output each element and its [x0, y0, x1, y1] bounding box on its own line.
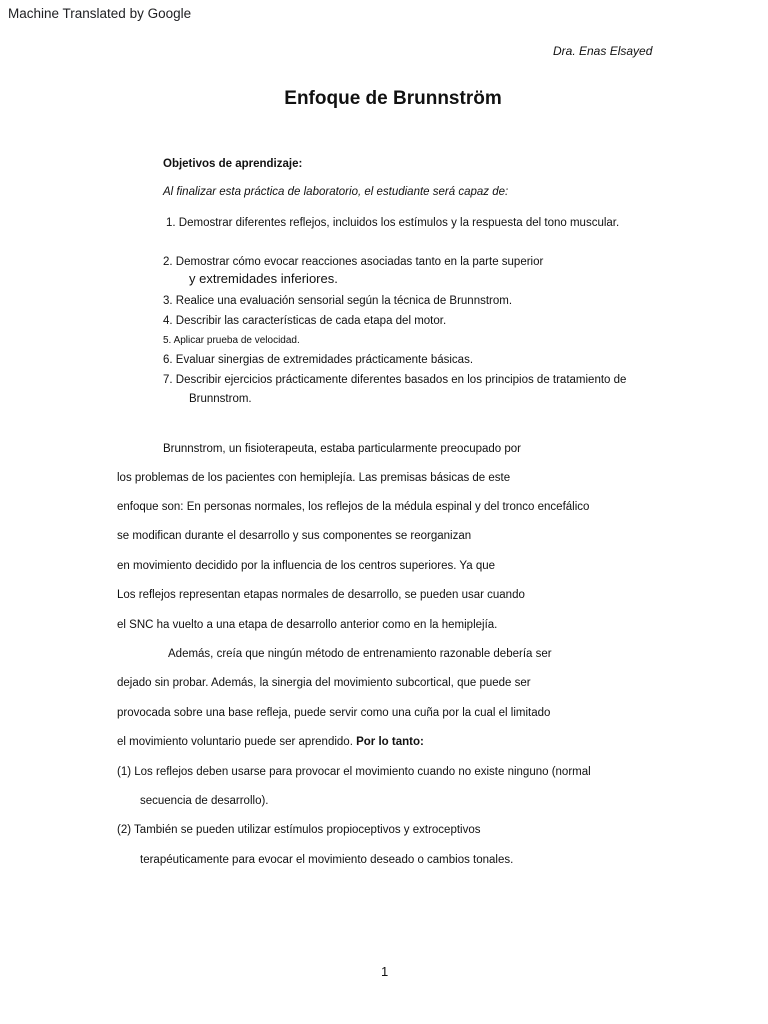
objective-item: 1. Demostrar diferentes reflejos, incluidos los estímulos y la respuesta del tono muscular. [166, 217, 620, 229]
body-line: se modifican durante el desarrollo y sus componentes se reorganizan [117, 530, 472, 542]
body-line: Los reflejos representan etapas normales de desarrollo, se pueden usar cuando [117, 589, 525, 601]
objective-item-continuation: Brunnstrom. [189, 393, 252, 405]
objective-item: 6. Evaluar sinergias de extremidades prácticamente básicas. [163, 354, 474, 366]
body-line: Brunnstrom, un fisioterapeuta, estaba particularmente preocupado por [163, 443, 521, 455]
page-title: Enfoque de Brunnström [284, 88, 502, 109]
body-line: los problemas de los pacientes con hemiplejía. Las premisas básicas de este [117, 472, 511, 484]
body-line: dejado sin probar. Además, la sinergia del movimiento subcortical, que puede ser [117, 677, 531, 689]
body-line: secuencia de desarrollo). [140, 795, 269, 807]
body-line-text: el movimiento voluntario puede ser aprendido. [117, 736, 353, 748]
body-line: (1) Los reflejos deben usarse para provocar el movimiento cuando no existe ninguno (normal [117, 766, 591, 778]
body-line: Además, creía que ningún método de entrenamiento razonable debería ser [168, 648, 552, 660]
objective-item: 7. Describir ejercicios prácticamente diferentes basados en los principios de tratamiento de [163, 374, 627, 386]
body-line-bold: Por lo tanto: [356, 736, 424, 748]
objective-item-continuation: y extremidades inferiores. [189, 271, 338, 286]
machine-translation-banner: Machine Translated by Google [8, 6, 192, 21]
objective-item: 2. Demostrar cómo evocar reacciones asociadas tanto en la parte superior [163, 256, 544, 268]
body-line: enfoque son: En personas normales, los reflejos de la médula espinal y del tronco encefálico [117, 501, 590, 513]
body-line [117, 736, 424, 748]
body-line: en movimiento decidido por la influencia de los centros superiores. Ya que [117, 560, 496, 572]
objective-item: 5. Aplicar prueba de velocidad. [163, 335, 300, 346]
objectives-intro: Al finalizar esta práctica de laboratorio, el estudiante será capaz de: [163, 186, 509, 198]
author-name: Dra. Enas Elsayed [553, 44, 653, 58]
body-line: (2) También se pueden utilizar estímulos propioceptivos y extroceptivos [117, 824, 481, 836]
body-line: terapéuticamente para evocar el movimiento deseado o cambios tonales. [140, 854, 514, 866]
objectives-heading: Objetivos de aprendizaje: [163, 158, 303, 170]
objective-item: 4. Describir las características de cada etapa del motor. [163, 315, 447, 327]
body-line: provocada sobre una base refleja, puede servir como una cuña por la cual el limitado [117, 707, 551, 719]
objective-item: 3. Realice una evaluación sensorial según la técnica de Brunnstrom. [163, 295, 513, 307]
page-number: 1 [381, 964, 389, 979]
body-line: el SNC ha vuelto a una etapa de desarrollo anterior como en la hemiplejía. [117, 619, 498, 631]
